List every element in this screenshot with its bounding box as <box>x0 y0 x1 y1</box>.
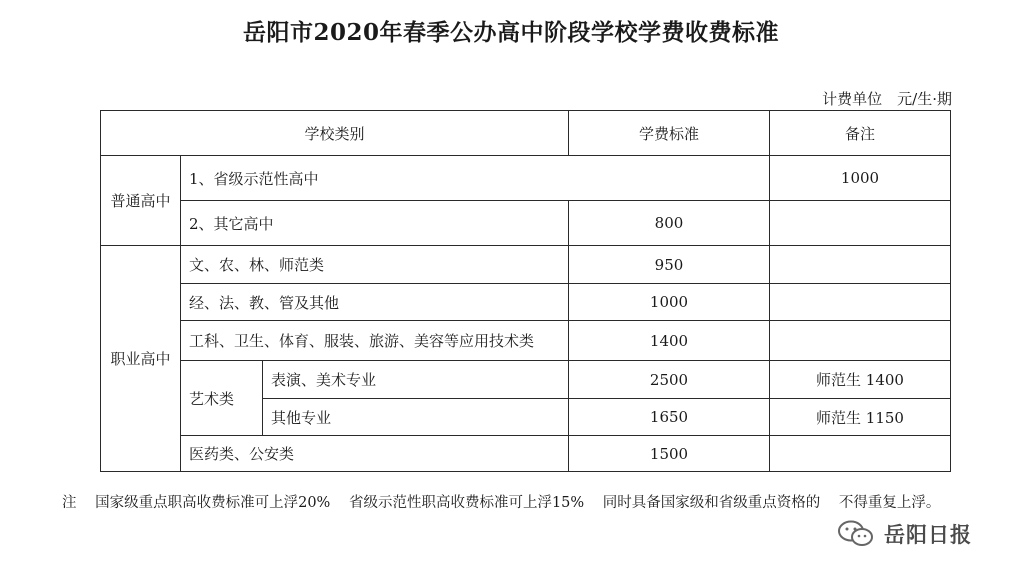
row-remark <box>770 201 951 246</box>
header-remark: 备注 <box>770 111 951 156</box>
table-row <box>101 156 951 201</box>
table-row <box>101 201 951 246</box>
page-title: 岳阳市2020年春季公办高中阶段学校学费收费标准 <box>242 19 779 46</box>
footnote-part-2: 省级示范性职高收费标准可上浮15% <box>348 495 585 511</box>
row-name: 文、农、林、师范类 <box>181 246 569 284</box>
header-fee: 学费标准 <box>569 111 770 156</box>
footnote-part-3: 同时具备国家级和省级重点资格的 <box>602 495 821 511</box>
row-name: 其他专业 <box>263 399 569 436</box>
row-remark: 师范生 1400 <box>770 361 951 399</box>
watermark-text: 岳阳日报 <box>884 523 972 547</box>
row-fee: 800 <box>569 201 770 246</box>
row-fee: 1000 <box>770 156 951 201</box>
row-fee: 950 <box>569 246 770 284</box>
group-vocational: 职业高中 <box>101 246 181 472</box>
fee-table <box>100 110 951 472</box>
group-general: 普通高中 <box>101 156 181 246</box>
footnote-prefix: 注 <box>62 495 77 511</box>
source-watermark <box>836 518 1006 550</box>
footnote-part-4: 不得重复上浮。 <box>838 495 941 511</box>
group-art: 艺术类 <box>181 361 263 436</box>
row-remark <box>770 321 951 361</box>
row-name: 表演、美术专业 <box>263 361 569 399</box>
header-category: 学校类别 <box>101 111 569 156</box>
row-name: 1、省级示范性高中 <box>181 156 770 201</box>
table-header-row <box>101 111 951 156</box>
table-row <box>101 361 951 399</box>
row-remark <box>770 436 951 472</box>
wechat-icon <box>836 519 876 549</box>
row-fee: 1650 <box>569 399 770 436</box>
row-fee: 2500 <box>569 361 770 399</box>
footnote-part-1: 国家级重点职高收费标准可上浮20% <box>95 495 331 511</box>
row-name: 经、法、教、管及其他 <box>181 284 569 321</box>
table-row <box>101 284 951 321</box>
table-row <box>101 246 951 284</box>
row-name: 2、其它高中 <box>181 201 569 246</box>
table-row <box>101 436 951 472</box>
row-remark <box>770 284 951 321</box>
row-fee: 1500 <box>569 436 770 472</box>
row-name: 工科、卫生、体育、服装、旅游、美容等应用技术类 <box>181 321 569 361</box>
row-fee: 1400 <box>569 321 770 361</box>
row-name: 医药类、公安类 <box>181 436 569 472</box>
row-fee: 1000 <box>569 284 770 321</box>
row-remark <box>770 246 951 284</box>
footnote <box>62 491 982 512</box>
row-remark: 师范生 1150 <box>770 399 951 436</box>
table-row <box>101 321 951 361</box>
fee-unit: 计费单位 元/生·期 <box>822 90 952 108</box>
